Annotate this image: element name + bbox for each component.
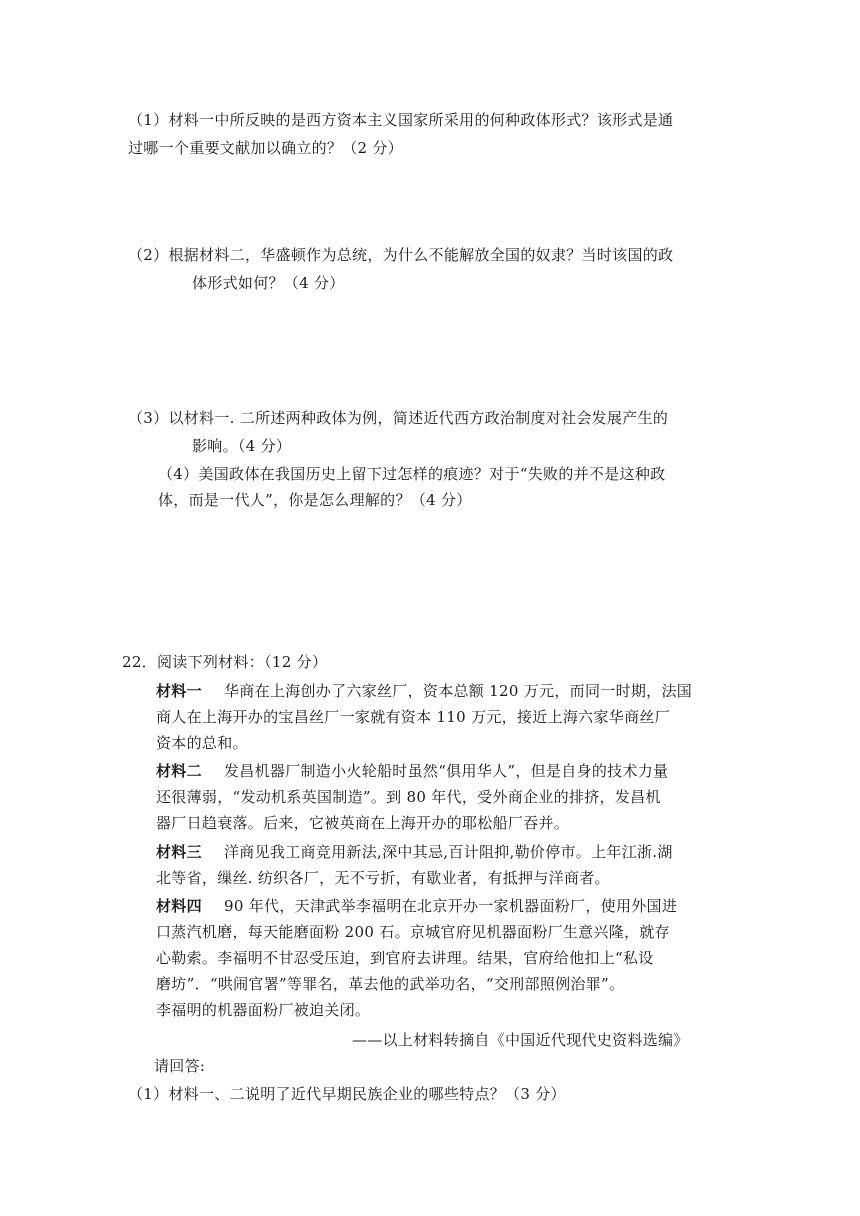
q1-line-2: 过哪一个重要文献加以确立的？（2 分） bbox=[128, 139, 404, 157]
material-4-line-4: 磨坊”．“哄闹官署”等罪名，革去他的武举功名，“交刑部照例治罪”。 bbox=[156, 975, 625, 993]
answer-prompt: 请回答: bbox=[154, 1057, 206, 1075]
q22-subquestion-1: （1）材料一、二说明了近代早期民族企业的哪些特点？（3 分） bbox=[128, 1085, 566, 1103]
material-1-line-2: 商人在上海开办的宝昌丝厂一家就有资本 110 万元，接近上海六家华商丝厂 bbox=[156, 708, 670, 726]
q3-line-1: （3）以材料一. 二所述两种政体为例，简述近代西方政治制度对社会发展产生的 bbox=[128, 409, 669, 427]
material-4-label: 材料四 bbox=[156, 897, 202, 915]
q2-line-2: 体形式如何？（4 分） bbox=[192, 274, 345, 292]
material-4-line-3: 心勒索。李福明不甘忍受压迫，到官府去讲理。结果，官府给他扣上“私设 bbox=[156, 949, 654, 967]
q3-line-2: 影响。（4 分） bbox=[192, 437, 292, 455]
material-1-label: 材料一 bbox=[156, 682, 202, 700]
material-2-line-3: 器厂日趋衰落。后来，它被英商在上海开办的耶松船厂吞并。 bbox=[156, 814, 570, 832]
q4-line-2: 体，而是一代人”，你是怎么理解的？（4 分） bbox=[158, 491, 472, 509]
q2-line-1: （2）根据材料二，华盛顿作为总统，为什么不能解放全国的奴隶？当时该国的政 bbox=[128, 246, 674, 264]
q1-line-1: （1）材料一中所反映的是西方资本主义国家所采用的何种政体形式？该形式是通 bbox=[128, 111, 674, 129]
material-2-line-1: 发昌机器厂制造小火轮船时虽然“俱用华人”，但是自身的技术力量 bbox=[224, 762, 669, 780]
material-4-line-5: 李福明的机器面粉厂被迫关闭。 bbox=[156, 1001, 371, 1019]
q22-title: 22．阅读下列材料：（12 分） bbox=[122, 653, 328, 671]
material-2-label: 材料二 bbox=[156, 762, 202, 780]
material-3-label: 材料三 bbox=[156, 843, 202, 861]
material-1-line-3: 资本的总和。 bbox=[156, 734, 248, 752]
material-3-line-2: 北等省，缫丝. 纺织各厂，无不亏折，有歇业者，有抵押与洋商者。 bbox=[156, 869, 610, 887]
material-3-line-1: 洋商见我工商竞用新法,深中其忌,百计阻抑,勒价停市。上年江浙.湖 bbox=[224, 843, 673, 861]
material-4-line-1: 90 年代，天津武举李福明在北京开办一家机器面粉厂，使用外国进 bbox=[224, 897, 678, 915]
q4-line-1: （4）美国政体在我国历史上留下过怎样的痕迹？对于“失败的并不是这种政 bbox=[158, 465, 666, 483]
source-citation: ——以上材料转摘自《中国近代现代史资料选编》 bbox=[352, 1031, 689, 1049]
material-4-line-2: 口蒸汽机磨，每天能磨面粉 200 石。京城官府见机器面粉厂生意兴隆，就存 bbox=[156, 923, 670, 941]
material-2-line-2: 还很薄弱，“发动机系英国制造”。到 80 年代，受外商企业的排挤，发昌机 bbox=[156, 788, 661, 806]
material-1-line-1: 华商在上海创办了六家丝厂，资本总额 120 万元，而同一时期，法国 bbox=[224, 682, 693, 700]
